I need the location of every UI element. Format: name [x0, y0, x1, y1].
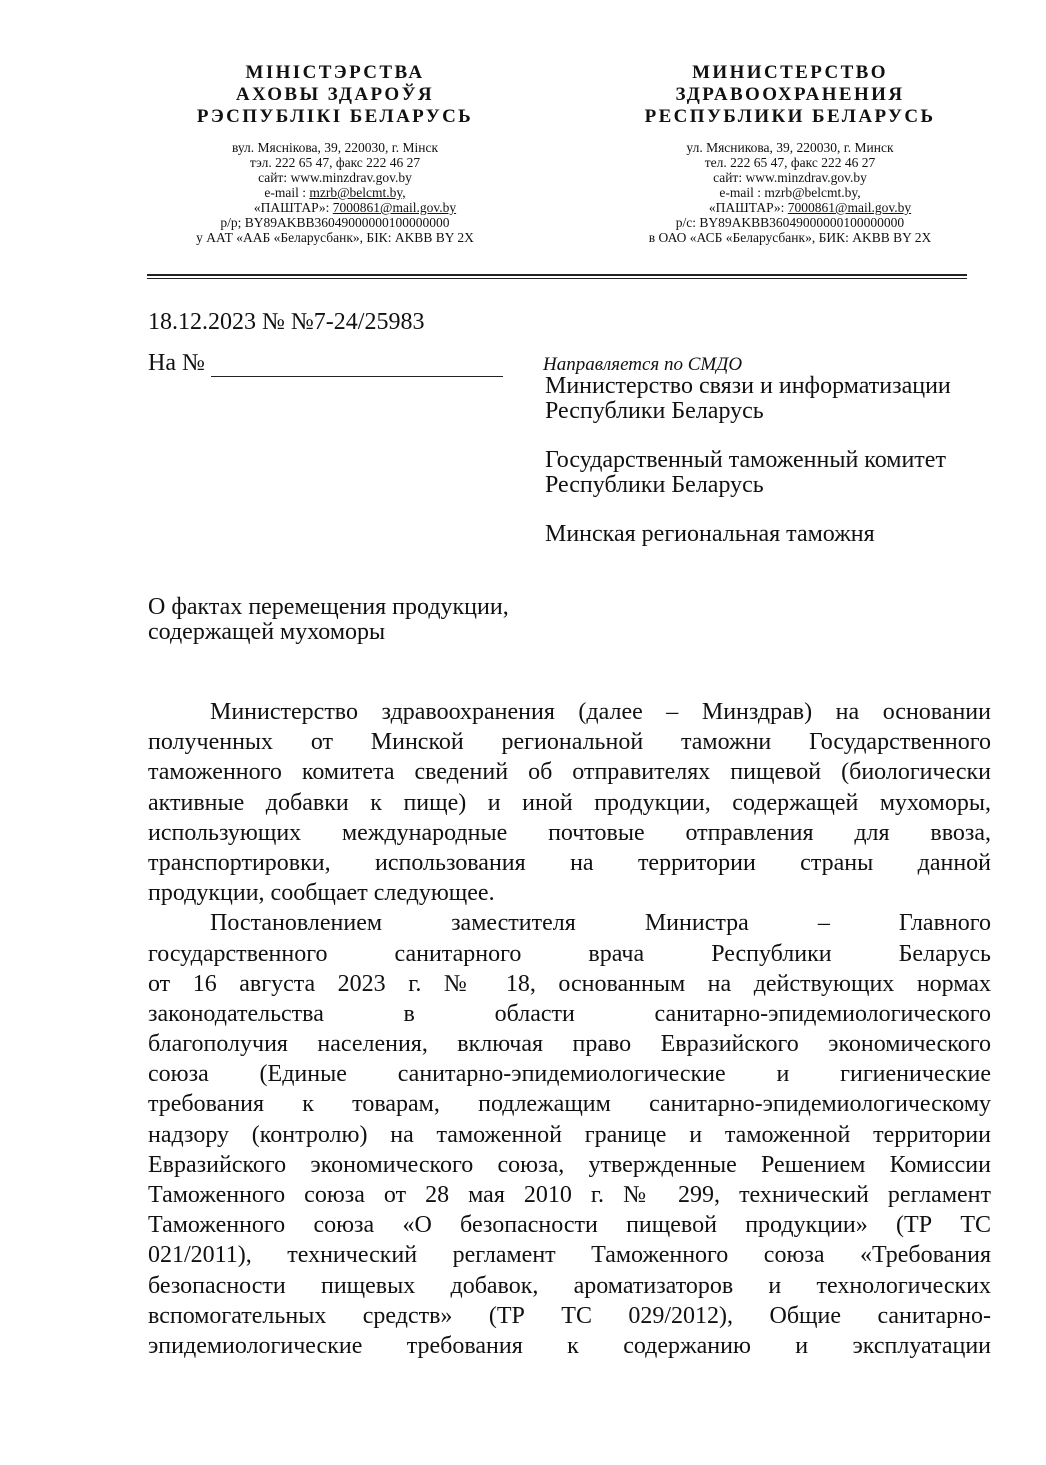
letterhead-russian [615, 62, 965, 245]
body-line: союза (Единые санитарно-эпидемиологические и гигиенические [148, 1061, 991, 1088]
pashtar-label: «ПАШТАР»: [253, 200, 333, 215]
ministry-name-line: ЗДРАВООХРАНЕНИЯ [675, 84, 905, 105]
body-line: безопасности пищевых добавок, ароматизаторов и технологических [148, 1272, 991, 1299]
delivery-note: Направляется по СМДО [543, 354, 743, 375]
email-link[interactable]: mzrb@belcmt.by, [309, 185, 406, 200]
body-line: использующих международные почтовые отправления для ввоза, [148, 819, 991, 846]
letter-subject: О фактах перемещения продукции, содержащей мухоморы [148, 594, 509, 645]
body-line: таможенного комитета сведений об отправителях пищевой (биологически [148, 759, 991, 786]
pashtar-email-link[interactable]: 7000861@mail.gov.by [332, 200, 457, 215]
body-line: надзору (контролю) на таможенной границе и таможенной территории [148, 1121, 991, 1148]
body-line: законодательства в области санитарно-эпидемиологического [148, 1000, 991, 1027]
registration-date-number: 18.12.2023 № №7-24/25983 [148, 309, 425, 335]
reply-to-label: На № [148, 350, 205, 376]
body-line: Министерство здравоохранения (далее – Минздрав) на основании [210, 699, 991, 725]
ministry-name-line: РЕСПУБЛИКИ БЕЛАРУСЬ [644, 106, 936, 127]
address: вул. Мяснікова, 39, 220030, г. Мінск [231, 140, 439, 155]
pashtar-label: «ПАШТАР»: [708, 200, 788, 215]
body-line: Таможенного союза от 28 мая 2010 г. № 299, технический регламент [148, 1182, 991, 1208]
body-line: продукции, сообщает следующее. [148, 880, 495, 907]
body-line: благополучия населения, включая право Евразийского экономического [148, 1031, 991, 1058]
email-line [160, 185, 510, 200]
ministry-name-by [160, 62, 510, 128]
ministry-name-line: МИНИСТЕРСТВО [692, 62, 888, 83]
body-line: эпидемиологические требования к содержанию и эксплуатации [148, 1332, 991, 1359]
email-text[interactable]: mzrb@belcmt.by, [764, 185, 861, 200]
bank-account: р/с: BY89AKBB36049000000100000000 [675, 215, 905, 230]
body-line: вспомогательных средств» (ТР ТС 029/2012), Общие санитарно- [148, 1302, 991, 1329]
header-divider-thick [147, 274, 967, 276]
ministry-name-line: МІНІСТЭРСТВА [245, 62, 425, 83]
header-divider-thin [147, 278, 967, 279]
contact-block-ru [615, 140, 965, 245]
ministry-name-line: РЭСПУБЛІКІ БЕЛАРУСЬ [196, 106, 474, 127]
phone-fax: тел. 222 65 47, факс 222 46 27 [704, 155, 876, 170]
bank-name: в ОАО «АСБ «Беларусбанк», БИК: AKBB BY 2X [648, 230, 932, 245]
email-label: e-mail : [719, 185, 765, 200]
bank-account: р/р; BY89AKBB36049000000100000000 [220, 215, 450, 230]
recipient: Минская региональная таможня [545, 521, 875, 547]
website: сайт: www.minzdrav.gov.by [258, 170, 412, 185]
recipient: Государственный таможенный комитет Республики Беларусь [545, 447, 946, 498]
body-line: государственного санитарного врача Республики Беларусь [148, 940, 991, 967]
body-line: Таможенного союза «О безопасности пищевой продукции» (ТР ТС [148, 1212, 991, 1239]
pashtar-email-link[interactable]: 7000861@mail.gov.by [787, 200, 912, 215]
body-line: транспортировки, использования на территории страны данной [148, 849, 991, 876]
body-line: 021/2011), технический регламент Таможенного союза «Требования [148, 1242, 991, 1269]
body-line: полученных от Минской региональной таможни Государственного [148, 729, 991, 756]
recipients-block [545, 374, 951, 571]
bank-name: у ААТ «ААБ «Беларусбанк», БІК: AKBB BY 2X [196, 230, 474, 245]
letter-body [148, 697, 991, 1361]
pashtar-line [615, 200, 965, 215]
contact-block-by [160, 140, 510, 245]
body-line: Постановлением заместителя Министра – Главного [210, 910, 991, 937]
phone-fax: тэл. 222 65 47, факс 222 46 27 [249, 155, 421, 170]
reply-to-blank [211, 352, 503, 377]
email-label: e-mail : [264, 185, 310, 200]
reply-to-line [148, 350, 503, 377]
email-line [615, 185, 965, 200]
address: ул. Мясникова, 39, 220030, г. Минск [686, 140, 894, 155]
recipient: Министерство связи и информатизации Республики Беларусь [545, 373, 951, 424]
pashtar-line [160, 200, 510, 215]
body-line: от 16 августа 2023 г. № 18, основанным на действующих нормах [148, 970, 991, 997]
body-line: требования к товарам, подлежащим санитарно-эпидемиологическому [148, 1091, 991, 1118]
body-line: активные добавки к пище) и иной продукции, содержащей мухоморы, [148, 789, 991, 816]
letterhead-belarusian [160, 62, 510, 245]
website: сайт: www.minzdrav.gov.by [713, 170, 867, 185]
ministry-name-line: АХОВЫ ЗДАРОЎЯ [235, 84, 435, 105]
ministry-name-ru [615, 62, 965, 128]
body-line: Евразийского экономического союза, утвержденные Решением Комиссии [148, 1151, 991, 1178]
